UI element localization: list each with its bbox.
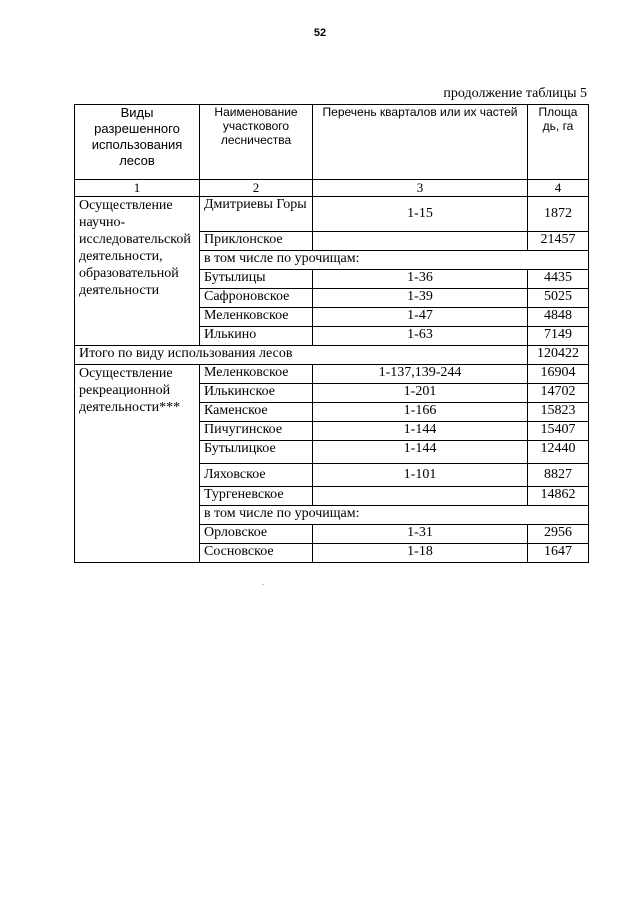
header-forestry-name: Наименование участкового лесничества xyxy=(200,105,313,180)
forest-use-table xyxy=(74,104,589,563)
area-value: 4435 xyxy=(528,270,589,289)
total-row xyxy=(75,346,589,365)
column-number-row xyxy=(75,180,589,197)
area-value: 14702 xyxy=(528,384,589,403)
forestry-name: Ляховское xyxy=(200,464,313,487)
forestry-name: Меленковское xyxy=(200,365,313,384)
forestry-name: Приклонское xyxy=(200,232,313,251)
column-number: 2 xyxy=(200,180,313,197)
header-use-type: Виды разрешенного использования лесов xyxy=(75,105,200,180)
use-type-recreation: Осуществление рекреационной деятельности*** xyxy=(75,365,200,563)
column-number: 1 xyxy=(75,180,200,197)
forestry-name: Бутылицкое xyxy=(200,441,313,464)
quarters-list: 1-15 xyxy=(313,197,528,232)
area-value: 14862 xyxy=(528,487,589,506)
scan-speck xyxy=(262,584,264,585)
table-header-row xyxy=(75,105,589,180)
area-value: 16904 xyxy=(528,365,589,384)
quarters-list: 1-137,139-244 xyxy=(313,365,528,384)
area-value: 15407 xyxy=(528,422,589,441)
area-value: 1872 xyxy=(528,197,589,232)
area-value: 1647 xyxy=(528,544,589,563)
quarters-list: 1-47 xyxy=(313,308,528,327)
column-number: 3 xyxy=(313,180,528,197)
area-value: 4848 xyxy=(528,308,589,327)
area-value: 12440 xyxy=(528,441,589,464)
quarters-list: 1-166 xyxy=(313,403,528,422)
tract-name: Орловское xyxy=(200,525,313,544)
forestry-name: Тургеневское xyxy=(200,487,313,506)
tract-name: Бутылицы xyxy=(200,270,313,289)
quarters-list: 1-18 xyxy=(313,544,528,563)
page-number: 52 xyxy=(313,27,327,39)
tract-name: Сафроновское xyxy=(200,289,313,308)
tract-name: Илькино xyxy=(200,327,313,346)
table-row xyxy=(75,197,589,232)
forestry-name: Дмитриевы Горы xyxy=(200,197,313,232)
quarters-list: 1-144 xyxy=(313,422,528,441)
area-value: 2956 xyxy=(528,525,589,544)
quarters-list: 1-36 xyxy=(313,270,528,289)
forestry-name: Каменское xyxy=(200,403,313,422)
area-value: 15823 xyxy=(528,403,589,422)
use-type-research: Осуществление научно-исследовательской деятельности, образовательной деятельности xyxy=(75,197,200,346)
tract-name: Меленковское xyxy=(200,308,313,327)
tract-name: Сосновское xyxy=(200,544,313,563)
quarters-list: 1-101 xyxy=(313,464,528,487)
tracts-subheader: в том числе по урочищам: xyxy=(200,251,589,270)
area-value: 7149 xyxy=(528,327,589,346)
quarters-list: 1-201 xyxy=(313,384,528,403)
table-continuation-label: продолжение таблицы 5 xyxy=(443,86,587,101)
quarters-list: 1-63 xyxy=(313,327,528,346)
tracts-subheader: в том числе по урочищам: xyxy=(200,506,589,525)
quarters-list: 1-31 xyxy=(313,525,528,544)
header-area: Площа дь, га xyxy=(528,105,589,180)
total-label: Итого по виду использования лесов xyxy=(75,346,528,365)
quarters-list xyxy=(313,232,528,251)
area-value: 21457 xyxy=(528,232,589,251)
quarters-list xyxy=(313,487,528,506)
forestry-name: Илькинское xyxy=(200,384,313,403)
area-value: 8827 xyxy=(528,464,589,487)
quarters-list: 1-39 xyxy=(313,289,528,308)
header-quarters: Перечень кварталов или их частей xyxy=(313,105,528,180)
forestry-name: Пичугинское xyxy=(200,422,313,441)
quarters-list: 1-144 xyxy=(313,441,528,464)
column-number: 4 xyxy=(528,180,589,197)
table-row xyxy=(75,365,589,384)
area-value: 5025 xyxy=(528,289,589,308)
total-area: 120422 xyxy=(528,346,589,365)
